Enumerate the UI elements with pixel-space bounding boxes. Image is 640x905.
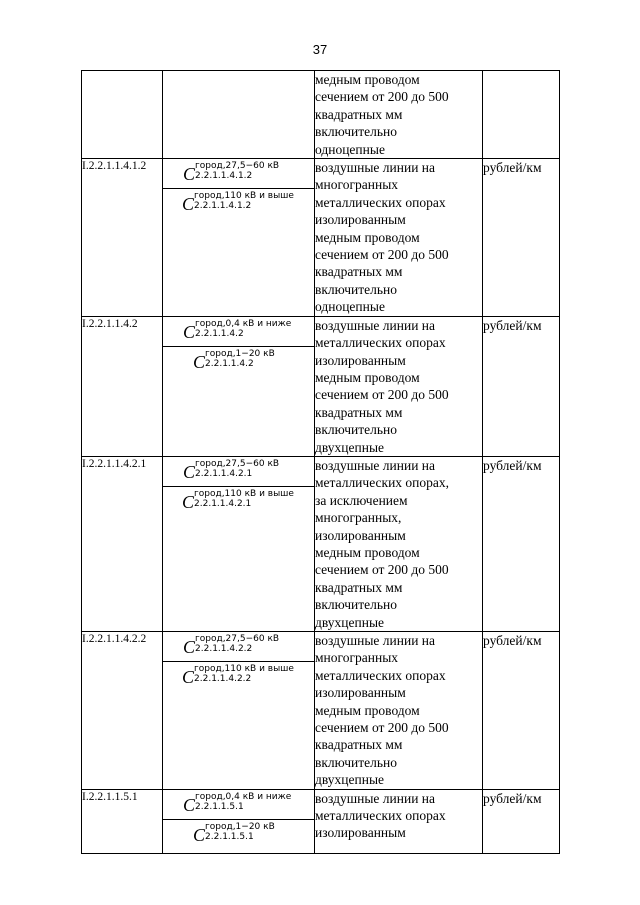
formula-superscript: город,110 кВ и выше: [194, 664, 294, 674]
formula-subscript: 2.2.1.1.5.1: [205, 831, 254, 842]
description-line: воздушные линии на: [315, 317, 436, 333]
description-line: включительно: [315, 422, 398, 438]
formula-cell: [163, 632, 315, 790]
formula-symbol: C: [183, 164, 196, 185]
description-line: воздушные линии на: [315, 160, 436, 176]
row-description: [315, 632, 483, 790]
formula: [163, 819, 314, 849]
formula-symbol: C: [183, 461, 196, 482]
formula: [163, 317, 314, 346]
formula-symbol: C: [183, 321, 196, 342]
description-line: включительно: [315, 597, 398, 613]
formula-superscript: город,0,4 кВ и ниже: [195, 791, 292, 802]
description-line: одноцепные: [315, 299, 385, 315]
formula-cell: [163, 789, 315, 853]
formula-symbol: C: [193, 824, 206, 845]
description-line: многогранных,: [315, 510, 402, 526]
formula-subscript: 2.2.1.1.4.2.1: [194, 498, 252, 509]
description-line: многогранных: [315, 650, 399, 666]
description-line: включительно: [315, 124, 398, 140]
formula-superscript: город,0,4 кВ и ниже: [195, 318, 292, 329]
row-code: I.2.2.1.1.5.1: [82, 789, 163, 853]
formula-cell: [163, 456, 315, 631]
table-row: [82, 456, 560, 631]
formula-superscript: город,110 кВ и выше: [194, 488, 294, 499]
description-line: медным проводом: [315, 702, 420, 718]
description-line: включительно: [315, 754, 398, 770]
description-line: квадратных мм: [315, 737, 403, 753]
formula-symbol: C: [182, 194, 195, 215]
description-line: изолированным: [315, 352, 406, 368]
description-line: изолированным: [315, 212, 406, 228]
description-line: сечением от 200 до 500: [315, 387, 449, 403]
formula-symbol: C: [182, 667, 195, 687]
formula-subscript: 2.2.1.1.4.1.2: [195, 171, 253, 182]
table-row: [82, 632, 560, 790]
formula-superscript: город,1−20 кВ: [205, 348, 275, 359]
formula-superscript: город,110 кВ и выше: [194, 191, 294, 202]
row-unit: рублей/км: [483, 456, 560, 631]
row-description: [315, 159, 483, 317]
row-code: I.2.2.1.1.4.2.2: [82, 632, 163, 790]
description-line: двухцепные: [315, 439, 385, 455]
formula-superscript: город,27,5−60 кВ: [195, 458, 280, 469]
row-code: I.2.2.1.1.4.2: [82, 316, 163, 456]
row-unit: рублей/км: [483, 632, 560, 790]
description-line: сечением от 200 до 500: [315, 720, 449, 736]
description-line: медным проводом: [315, 544, 420, 560]
formula-subscript: 2.2.1.1.4.2.2: [195, 644, 253, 654]
description-line: воздушные линии на: [315, 457, 436, 473]
row-code: I.2.2.1.1.4.2.1: [82, 456, 163, 631]
description-line: многогранных: [315, 177, 399, 193]
description-line: двухцепные: [315, 772, 385, 788]
formula: [163, 346, 314, 376]
formula-symbol: C: [193, 351, 206, 372]
row-unit: рублей/км: [483, 159, 560, 317]
description-line: металлических опорах: [315, 194, 446, 210]
description-line: квадратных мм: [315, 264, 403, 280]
formula-cell: [163, 71, 315, 159]
description-line: металлических опорах: [315, 335, 446, 351]
formula-subscript: 2.2.1.1.4.2: [195, 328, 244, 339]
description-line: металлических опорах: [315, 808, 446, 824]
description-line: квадратных мм: [315, 404, 403, 420]
row-unit: рублей/км: [483, 789, 560, 853]
table-row: [82, 316, 560, 456]
formula-cell: [163, 159, 315, 317]
formula-superscript: город,27,5−60 кВ: [195, 634, 280, 644]
formula-symbol: C: [182, 491, 195, 512]
description-line: сечением от 200 до 500: [315, 89, 449, 105]
description-line: включительно: [315, 281, 398, 297]
formula: [163, 159, 314, 188]
formula-subscript: 2.2.1.1.4.2.1: [195, 468, 253, 479]
tariff-table: [81, 70, 560, 854]
formula-subscript: 2.2.1.1.4.2: [205, 358, 254, 369]
description-line: сечением от 200 до 500: [315, 562, 449, 578]
table-row: [82, 789, 560, 853]
description-line: квадратных мм: [315, 106, 403, 122]
row-description: [315, 316, 483, 456]
page-number: 37: [312, 42, 328, 57]
description-line: воздушные линии на: [315, 633, 436, 648]
formula-subscript: 2.2.1.1.5.1: [195, 801, 244, 812]
row-unit: рублей/км: [483, 316, 560, 456]
description-line: за исключением: [315, 492, 408, 508]
description-line: изолированным: [315, 527, 406, 543]
formula-subscript: 2.2.1.1.4.1.2: [194, 201, 252, 212]
row-description: [315, 789, 483, 853]
description-line: одноцепные: [315, 141, 385, 157]
formula: [163, 661, 314, 691]
row-unit: [483, 71, 560, 159]
description-line: медным проводом: [315, 229, 420, 245]
description-line: изолированным: [315, 825, 406, 841]
row-description: [315, 456, 483, 631]
formula-subscript: 2.2.1.1.4.2.2: [194, 674, 252, 684]
formula-cell: [163, 316, 315, 456]
description-line: квадратных мм: [315, 579, 403, 595]
description-line: двухцепные: [315, 614, 385, 630]
formula-superscript: город,27,5−60 кВ: [195, 161, 280, 172]
row-description: [315, 71, 483, 159]
formula-symbol: C: [183, 794, 196, 815]
description-line: воздушные линии на: [315, 790, 436, 806]
description-line: медным проводом: [315, 369, 420, 385]
formula-symbol: C: [183, 637, 196, 657]
row-code: [82, 71, 163, 159]
description-line: металлических опорах: [315, 667, 446, 683]
formula: [163, 790, 314, 819]
table-row: [82, 159, 560, 317]
formula: [163, 632, 314, 661]
description-line: медным проводом: [315, 72, 420, 87]
formula: [163, 486, 314, 516]
description-line: изолированным: [315, 685, 406, 701]
description-line: металлических опорах,: [315, 475, 450, 491]
description-line: сечением от 200 до 500: [315, 247, 449, 263]
formula: [163, 188, 314, 218]
formula-superscript: город,1−20 кВ: [205, 821, 275, 832]
formula: [163, 457, 314, 486]
row-code: I.2.2.1.1.4.1.2: [82, 159, 163, 317]
table-row: [82, 71, 560, 159]
